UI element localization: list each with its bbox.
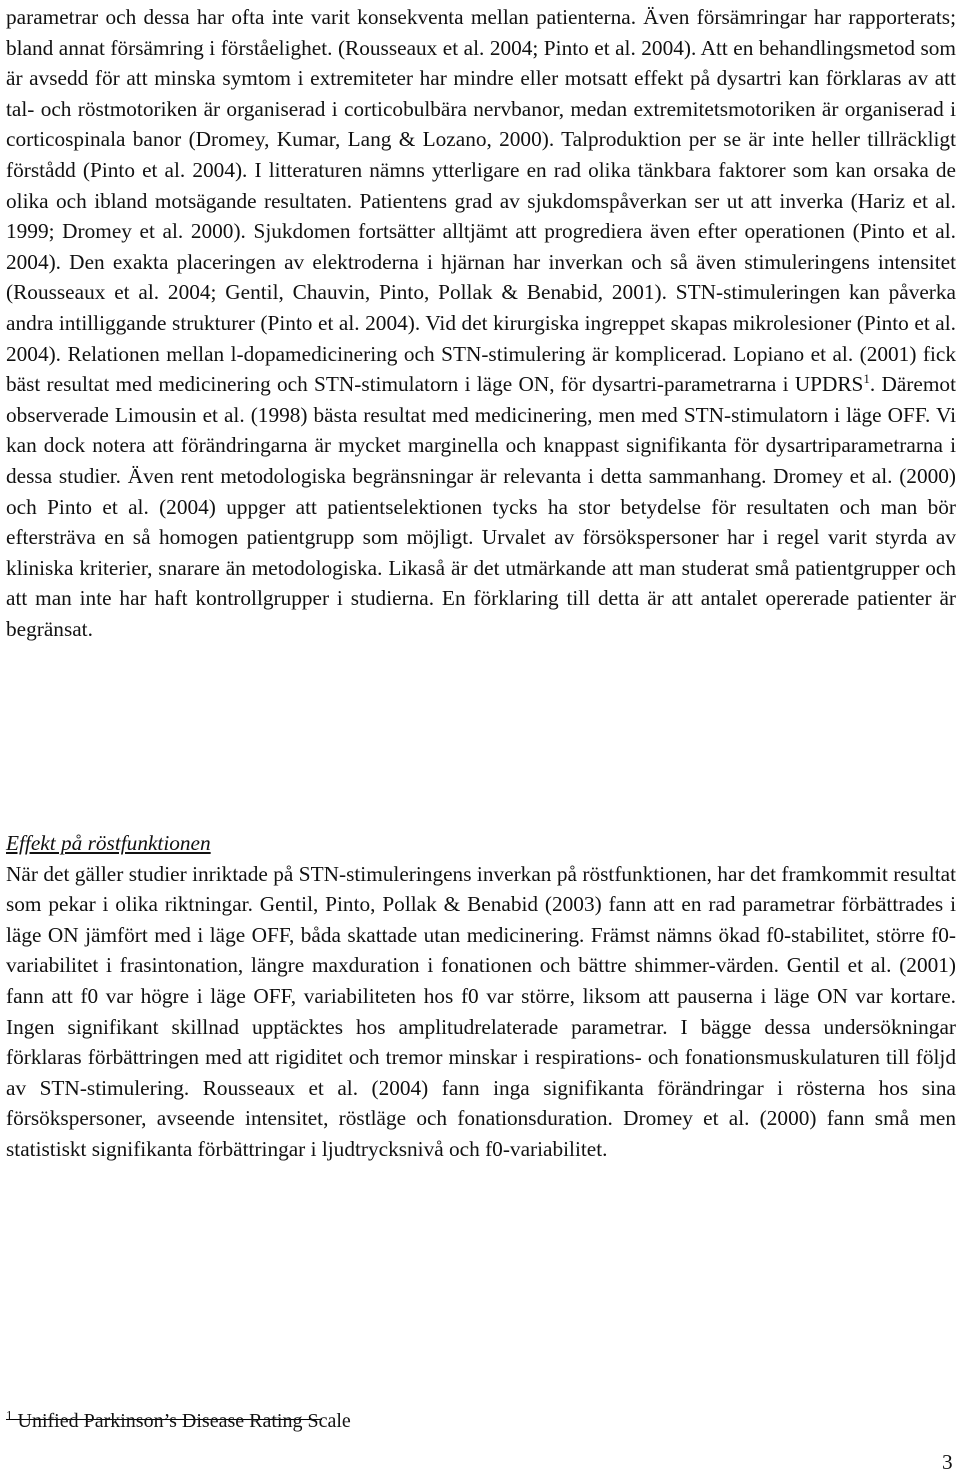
paragraph-1-text-b: . Däremot observerade Limousin et al. (1998) bästa resultat med medicinering, men med STN-stimulatorn i läge OFF. Vi kan dock notera att förändringarna är mycket marginella och knappast signifikanta för dysartriparametrarna i dessa studier. Även rent metodologiska begränsningar är relevanta i detta sammanhang. Dromey et al. (2000) och Pinto et al. (2004) uppger att patientselektionen tycks ha stor betydelse för resultaten och man bör eftersträva en så homogen patientgrupp som möjligt. Urvalet av försökspersoner har i regel varit styrda av kliniska kriterier, snarare än metodologiska. Likaså är det utmärkande att man studerat små patientgrupper och att man inte har haft kontrollgrupper i studierna. En förklaring till detta är att antalet opererade patienter är begränsat. (6, 372, 956, 641)
footnote-reference[interactable]: 1 (863, 371, 870, 387)
footnote-text: Unified Parkinson’s Disease Rating Scale (12, 1410, 351, 1432)
paragraph-2: När det gäller studier inriktade på STN-stimuleringens inverkan på röstfunktionen, har det framkommit resultat som pekar i olika riktningar. Gentil, Pinto, Pollak & Benabid (2003) fann att en rad parametrar förbättrades i läge ON jämfört med i läge OFF, båda skattade utan medicinering. Främst nämns ökad f0-stabilitet, större f0-variabilitet i frasintonation, längre maxduration i fonationen och bättre shimmer-värden. Gentil et al. (2001) fann att f0 var högre i läge OFF, variabiliteten hos f0 var större, liksom att pauserna i läge ON var kortare. Ingen signifikant skillnad upptäcktes hos amplitudrelaterade parametrar. I bägge dessa undersökningar förklaras förbättringen med att rigiditet och tremor minskar i respirations- och fonationsmuskulaturen till följd av STN-stimulering. Rousseaux et al. (2004) fann inga signifikanta förändringar i rösterna hos sina försökspersoner, avseende intensitet, röstläge och fonationsduration. Dromey et al. (2000) fann små men statistiskt signifikanta förbättringar i ljudtrycksnivå och f0-variabilitet. (6, 861, 956, 1161)
paragraph-1-text-a: parametrar och dessa har ofta inte varit konsekventa mellan patienterna. Även försämringar har rapporterats; bland annat försämring i förståelighet. (Rousseaux et al. 2004; Pinto et al. 2004). Att en behandlingsmetod som är avsedd för att minska symtom i extremiteter har mindre eller motsatt effekt på dysartri kan förklaras av att tal- och röstmotoriken är organiserad i corticobulbära nervbanor, medan extremitetsmotoriken är organiserad i corticospinala banor (Dromey, Kumar, Lang & Lozano, 2000). Talproduktion per se är inte heller tillräckligt förstådd (Pinto et al. 2004). I litteraturen nämns ytterligare en rad olika tänkbara faktorer som kan orsaka de olika och ibland motsägande resultaten. Patientens grad av sjukdomspåverkan ser ut att inverka (Hariz et al. 1999; Dromey et al. 2000). Sjukdomen fortsätter alltjämt att progrediera även efter operationen (Pinto et al. 2004). Den exakta placeringen av elektroderna i hjärnan har inverkan och så även stimuleringens intensitet (Rousseaux et al. 2004; Gentil, Chauvin, Pinto, Pollak & Benabid, 2001). STN-stimuleringen kan påverka andra intilliggande strukturer (Pinto et al. 2004). Vid det kirurgiska ingreppet skapas mikrolesioner (Pinto et al. 2004). Relationen mellan l-dopamedicinering och STN-stimulering är komplicerad. Lopiano et al. (2001) fick bäst resultat med medicinering och STN-stimulatorn i läge ON, för dysartri-parametrarna i UPDRS (6, 5, 956, 397)
body-section-1 (6, 2, 956, 644)
body-section-2 (6, 828, 956, 1165)
footnote-number: 1 (6, 1407, 13, 1423)
paragraph-1 (6, 2, 956, 644)
section-heading: Effekt på röstfunktionen (6, 831, 211, 855)
footnote (6, 1408, 351, 1434)
page-number: 3 (942, 1450, 953, 1474)
